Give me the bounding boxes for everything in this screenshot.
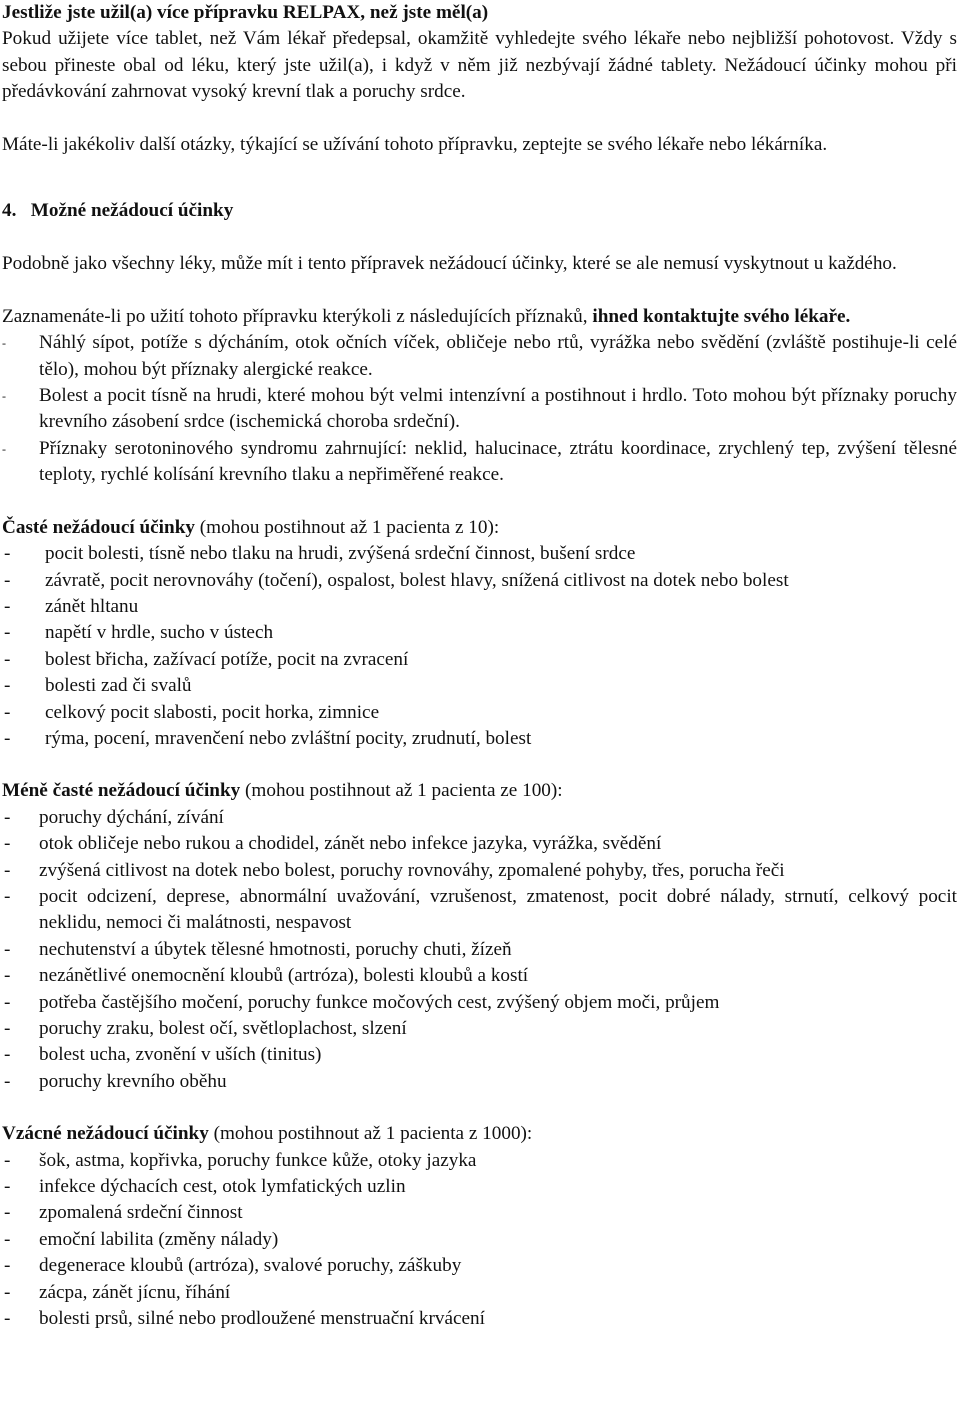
list-item-text: nechutenství a úbytek tělesné hmotnosti, poruchy chuti, žízeň bbox=[39, 938, 512, 960]
list-marker: - bbox=[4, 991, 11, 1013]
overdose-text: Pokud užijete více tablet, než Vám lékař předepsal, okamžitě vyhledejte svého lékaře nebo nejbližší pohotovost. Vždy s sebou přineste obal od léku, který jste užil(a), i když v něm již nezbývají žádné tablety. Nežádoucí účinky mohou při předávkování zahrnovat vysoký krevní tlak a poruchy srdce. bbox=[2, 28, 957, 103]
list-marker: - bbox=[4, 833, 11, 855]
list-marker: - bbox=[4, 543, 11, 565]
list-marker: - bbox=[4, 1070, 11, 1092]
list-item bbox=[2, 541, 957, 567]
list-marker: - bbox=[4, 1281, 11, 1303]
list-item-text: Příznaky serotoninového syndromu zahrnující: neklid, halucinace, ztrátu koordinace, zrychlený tep, zvýšení tělesné teploty, rychlé kolísání krevního tlaku a nepřiměřené reakce. bbox=[39, 437, 957, 486]
list-item bbox=[2, 1253, 957, 1279]
list-item-text: poruchy zraku, bolest očí, světloplachost, slzení bbox=[39, 1018, 407, 1039]
list-marker: - bbox=[2, 389, 6, 404]
list-marker: - bbox=[4, 806, 11, 828]
list-item-text: potřeba častějšího močení, poruchy funkce močových cest, zvýšený objem moči, průjem bbox=[39, 991, 720, 1013]
list-marker: - bbox=[4, 1044, 11, 1066]
list-item-text: infekce dýchacích cest, otok lymfatických uzlin bbox=[39, 1176, 406, 1198]
list-marker: - bbox=[4, 1308, 11, 1330]
list-item bbox=[2, 884, 957, 937]
list-item bbox=[2, 831, 957, 857]
list-item bbox=[2, 568, 957, 594]
uncommon-frequency: (mohou postihnout až 1 pacienta ze 100): bbox=[240, 780, 563, 802]
list-marker: - bbox=[4, 1149, 11, 1171]
list-marker: - bbox=[4, 701, 11, 723]
list-item-text: závratě, pocit nerovnováhy (točení), ospalost, bolest hlavy, snížená citlivost na dotek nebo bolest bbox=[45, 569, 789, 591]
list-item bbox=[2, 805, 957, 831]
common-effects-list bbox=[2, 541, 957, 752]
list-item-text: napětí v hrdle, sucho v ústech bbox=[45, 622, 274, 644]
list-item-text: poruchy krevního oběhu bbox=[39, 1070, 227, 1092]
list-marker: - bbox=[4, 727, 11, 749]
list-item bbox=[2, 858, 957, 884]
list-item bbox=[2, 594, 957, 620]
list-item bbox=[2, 647, 957, 673]
list-item-text: bolest ucha, zvonění v uších (tinitus) bbox=[39, 1044, 322, 1066]
list-item bbox=[2, 1148, 957, 1174]
list-item-text: bolest břicha, zažívací potíže, pocit na zvracení bbox=[45, 648, 409, 670]
list-marker: - bbox=[4, 885, 11, 907]
list-item-text: poruchy dýchání, zívání bbox=[39, 806, 224, 828]
list-item-text: bolesti prsů, silné nebo prodloužené menstruační krvácení bbox=[39, 1308, 485, 1330]
list-item-text: bolesti zad či svalů bbox=[45, 675, 192, 697]
list-marker: - bbox=[4, 1255, 11, 1277]
list-item bbox=[2, 937, 957, 963]
list-item bbox=[2, 1069, 957, 1095]
overdose-heading: Jestliže jste užil(a) více přípravku RELPAX, než jste měl(a) bbox=[2, 2, 489, 23]
list-item bbox=[2, 330, 957, 383]
list-item bbox=[2, 726, 957, 752]
list-item bbox=[2, 1280, 957, 1306]
list-item bbox=[2, 383, 957, 436]
contact-bold: ihned kontaktujte svého lékaře. bbox=[592, 305, 851, 327]
list-item-text: otok obličeje nebo rukou a chodidel, zánět nebo infekce jazyka, vyrážka, svědění bbox=[39, 833, 662, 855]
list-item-text: celkový pocit slabosti, pocit horka, zimnice bbox=[45, 701, 380, 723]
list-item-text: šok, astma, kopřivka, poruchy funkce kůže, otoky jazyka bbox=[39, 1149, 477, 1171]
list-item bbox=[2, 990, 957, 1016]
uncommon-title: Méně časté nežádoucí účinky bbox=[2, 780, 241, 802]
list-marker: - bbox=[2, 441, 6, 456]
list-marker: - bbox=[4, 1228, 11, 1250]
common-title: Časté nežádoucí účinky bbox=[2, 516, 195, 538]
list-item-text: zpomalená srdeční činnost bbox=[39, 1202, 243, 1224]
list-item bbox=[2, 1042, 957, 1068]
list-item-text: emoční labilita (změny nálady) bbox=[39, 1228, 279, 1250]
list-item-text: nezánětlivé onemocnění kloubů (artróza), bolesti kloubů a kostí bbox=[39, 965, 529, 987]
list-marker: - bbox=[2, 336, 6, 351]
list-marker: - bbox=[4, 595, 11, 617]
list-item-text: Náhlý sípot, potíže s dýcháním, otok očních víček, obličeje nebo rtů, vyrážka nebo svědění (zvláště postihuje-li celé tělo), mohou být příznaky alergické reakce. bbox=[39, 332, 957, 380]
list-item-text: zvýšená citlivost na dotek nebo bolest, poruchy rovnováhy, zpomalené pohyby, třes, porucha řeči bbox=[39, 859, 785, 881]
rare-effects-heading bbox=[2, 1121, 957, 1147]
list-marker: - bbox=[4, 569, 11, 591]
list-item-text: Bolest a pocit tísně na hrudi, které mohou být velmi intenzívní a postihnout i hrdlo. Toto mohou být příznaky poruchy krevního zásobení srdce (ischemická choroba srdeční). bbox=[39, 385, 957, 433]
list-item-text: pocit odcizení, deprese, abnormální uvažování, vzrušenost, zmatenost, pocit dobré nálady, strnutí, celkový pocit neklidu, nemoci či malátnosti, nespavost bbox=[39, 885, 957, 934]
section-4-heading: 4. Možné nežádoucí účinky bbox=[2, 200, 234, 222]
list-marker: - bbox=[4, 859, 11, 881]
list-marker: - bbox=[4, 1018, 11, 1039]
serious-effects-list bbox=[2, 330, 957, 488]
list-item bbox=[2, 1174, 957, 1200]
list-item-text: zánět hltanu bbox=[45, 595, 139, 617]
list-marker: - bbox=[4, 648, 11, 670]
list-marker: - bbox=[4, 938, 11, 960]
contact-lead: Zaznamenáte-li po užití tohoto přípravku kterýkoli z následujících příznaků, bbox=[2, 305, 593, 327]
leaflet-page bbox=[2, 0, 957, 1332]
list-item bbox=[2, 1200, 957, 1226]
list-item-text: degenerace kloubů (artróza), svalové poruchy, záškuby bbox=[39, 1255, 462, 1277]
list-item-text: zácpa, zánět jícnu, říhání bbox=[39, 1281, 231, 1303]
list-item bbox=[2, 620, 957, 646]
section-4-intro: Podobně jako všechny léky, může mít i tento přípravek nežádoucí účinky, které se ale nemusí vyskytnout u každého. bbox=[2, 253, 897, 275]
rare-title: Vzácné nežádoucí účinky bbox=[2, 1123, 209, 1145]
list-item-text: pocit bolesti, tísně nebo tlaku na hrudi, zvýšená srdeční činnost, bušení srdce bbox=[45, 543, 636, 565]
list-item bbox=[2, 963, 957, 989]
list-marker: - bbox=[4, 675, 11, 697]
list-item bbox=[2, 436, 957, 489]
list-marker: - bbox=[4, 1202, 11, 1224]
uncommon-effects-heading bbox=[2, 778, 957, 804]
list-item bbox=[2, 1016, 957, 1042]
rare-effects-list bbox=[2, 1148, 957, 1333]
questions-paragraph: Máte-li jakékoliv další otázky, týkající se užívání tohoto přípravku, zeptejte se svého lékaře nebo lékárníka. bbox=[2, 133, 828, 155]
list-item-text: rýma, pocení, mravenčení nebo zvláštní pocity, zrudnutí, bolest bbox=[45, 727, 532, 749]
list-marker: - bbox=[4, 622, 11, 644]
uncommon-effects-list bbox=[2, 805, 957, 1095]
list-marker: - bbox=[4, 965, 11, 987]
rare-frequency: (mohou postihnout až 1 pacienta z 1000): bbox=[208, 1123, 533, 1145]
list-item bbox=[2, 700, 957, 726]
common-effects-heading bbox=[2, 515, 957, 541]
list-item bbox=[2, 673, 957, 699]
list-item bbox=[2, 1227, 957, 1253]
contact-doctor-paragraph bbox=[2, 304, 957, 330]
list-marker: - bbox=[4, 1176, 11, 1198]
list-item bbox=[2, 1306, 957, 1332]
common-frequency: (mohou postihnout až 1 pacienta z 10): bbox=[194, 516, 500, 538]
